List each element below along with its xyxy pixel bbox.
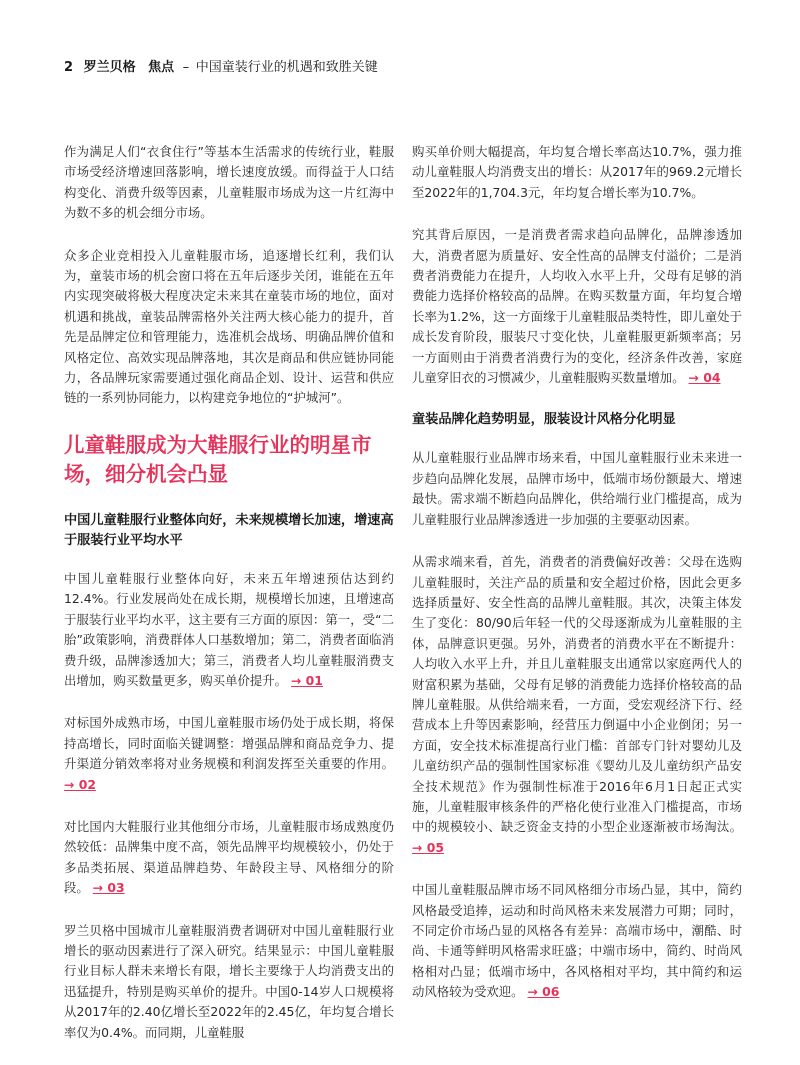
paragraph [64,817,394,899]
paragraph [412,225,742,388]
paragraph-text: 中国儿童鞋服行业整体向好，未来五年增速预估达到约12.4%。行业发展尚处在成长期，规模增长加速，且增速高于服装行业平均水平，这主要有三方面的原因：第一，受“二胎”政策影响，消费群体人口基数增加；第二，消费者面临消费升级，品牌渗透加大；第三，消费者人均儿童鞋服消费支出增加，购买数量更多，购买单价提升。 [64,570,394,688]
paragraph [64,713,394,795]
figure-link-04[interactable]: → 04 [688,370,721,386]
report-subtitle: 中国童装行业的机遇和致胜关键 [195,60,378,75]
paragraph-text: 从需求端来看，首先，消费者的消费偏好改善：父母在选购儿童鞋服时，关注产品的质量和安全超过价格，因此会更多选择质量好、安全性高的品牌儿童鞋服。其次，决策主体发生了变化：80/90后年轻一代的父母逐渐成为儿童鞋服的主体，品牌意识更强。另外，消费者的消费水平在不断提升：人均收入水平上升，并且儿童鞋服支出通常以家庭两代人的财富积累为基础，父母有足够的消费能力选择价格较高的品牌儿童鞋服。从供给端来看，一方面，受宏观经济下行、经营成本上升等因素影响，经营压力倒逼中小企业倒闭；另一方面，安全技术标准提高行业门槛：首部专门针对婴幼儿及儿童纺织产品的强制性国家标准《婴幼儿及儿童纺织产品安全技术规范》作为强制性标准于2016年6月1日起正式实施，儿童鞋服审核条件的严格化使行业准入门槛提高，市场中的规模较小、缺乏资金支持的小型企业逐渐被市场淘汰。 [412,554,742,835]
paragraph-text: 中国儿童鞋服品牌市场不同风格细分市场凸显，其中，简约风格最受追捧，运动和时尚风格未来发展潜力可期；同时，不同定价市场凸显的风格各有差异：高端市场中，潮酷、时尚、卡通等鲜明风格需求旺盛；中端市场中，简约、时尚风格相对凸显；低端市场中，各风格相对平均，其中简约和运动风格较为受欢迎。 [412,882,742,1000]
figure-link-03[interactable]: → 03 [92,880,125,896]
paragraph-text: 对标国外成熟市场，中国儿童鞋服市场仍处于成长期，将保持高增长，同时面临关键调整：增强品牌和商品竞争力、提升渠道分销效率将对业务规模和利润发挥至关重要的作用。 [64,715,394,772]
left-column [64,142,394,1065]
paragraph [412,552,742,858]
page-header [64,56,744,75]
intro-paragraph-1: 作为满足人们“衣食住行”等基本生活需求的传统行业，鞋服市场受经济增速回落影响，增长速度放缓。而得益于人口结构变化、消费升级等因素，儿童鞋服市场成为这一片红海中为数不多的机会细分市场。 [64,144,394,221]
paragraph [64,569,394,691]
figure-link-01[interactable]: → 01 [290,672,323,688]
subheading-branding-trend: 童装品牌化趋势明显，服装设计风格分化明显 [412,412,676,428]
paragraph: 从儿童鞋服行业品牌市场来看，中国儿童鞋服行业未来进一步趋向品牌化发展，品牌市场中，低端市场份额最大、增速最快。需求端不断趋向品牌化，供给端行业门槛提高，成为儿童鞋服行业品牌渗透进一步加强的主要驱动因素。 [412,450,742,527]
paragraph-text: 究其背后原因，一是消费者需求趋向品牌化，品牌渗透加大，消费者愿为质量好、安全性高的品牌支付溢价；二是消费者消费能力在提升，人均收入水平上升，父母有足够的消费能力选择价格较高的品牌。在购买数量方面，年均复合增长率为1.2%，这一方面缘于儿童鞋服品类特性，即儿童处于成长发育阶段，服装尺寸变化快，儿童鞋服更新频率高；另一方面则由于消费者消费行为的变化，经济条件改善，家庭儿童穿旧衣的习惯减少，儿童鞋服购买数量增加。 [412,227,742,386]
figure-link-02[interactable]: → 02 [64,776,96,792]
paragraph: 罗兰贝格中国城市儿童鞋服消费者调研对中国儿童鞋服行业增长的驱动因素进行了深入研究。结果显示：中国儿童鞋服行业目标人群未来增长有限，增长主要缘于人均消费支出的迅猛提升，特别是购买单价的提升。中国0-14岁人口规模将从2017年的2.40亿增长至2022年的2.45亿，年均复合增长率仅为0.4%。而同期，儿童鞋服 [64,922,394,1040]
paragraph-text: 对比国内大鞋服行业其他细分市场，儿童鞋服市场成熟度仍然较低：品牌集中度不高，领先品牌平均规模较小，仍处于多品类拓展、渠道品牌趋势、年龄段主导、风格细分的阶段。 [64,818,394,896]
header-separator: – [182,60,190,75]
subheading-market-growth: 中国儿童鞋服行业整体向好，未来规模增长加速，增速高于服装行业平均水平 [64,512,394,548]
paragraph [412,880,742,1002]
figure-link-06[interactable]: → 06 [527,984,560,1000]
figure-link-05[interactable]: → 05 [412,839,444,855]
right-column [412,142,742,1025]
page-number: 2 [64,60,74,75]
paragraph: 购买单价则大幅提高，年均复合增长率高达10.7%，强力推动儿童鞋服人均消费支出的增长：从2017年的969.2元增长至2022年的1,704.3元，年均复合增长率为10.7%。 [412,144,742,200]
brand-name: 罗兰贝格 [83,60,136,75]
section-heading: 儿童鞋服成为大鞋服行业的明星市场，细分机会凸显 [64,432,372,486]
intro-paragraph-2: 众多企业竞相投入儿童鞋服市场，追逐增长红利，我们认为，童装市场的机会窗口将在五年后逐步关闭，谁能在五年内实现突破将极大程度决定未来其在童装市场的地位，面对机遇和挑战，童装品牌需格外关注两大核心能力的提升，首先是品牌定位和管理能力，选准机会战场、明确品牌价值和风格定位、高效实现品牌落地，其次是商品和供应链协同能力，各品牌玩家需要通过强化商品企划、设计、运营和供应链的一系列协同能力，以构建竞争地位的“护城河”。 [64,247,394,406]
focus-label: 焦点 [148,60,175,75]
